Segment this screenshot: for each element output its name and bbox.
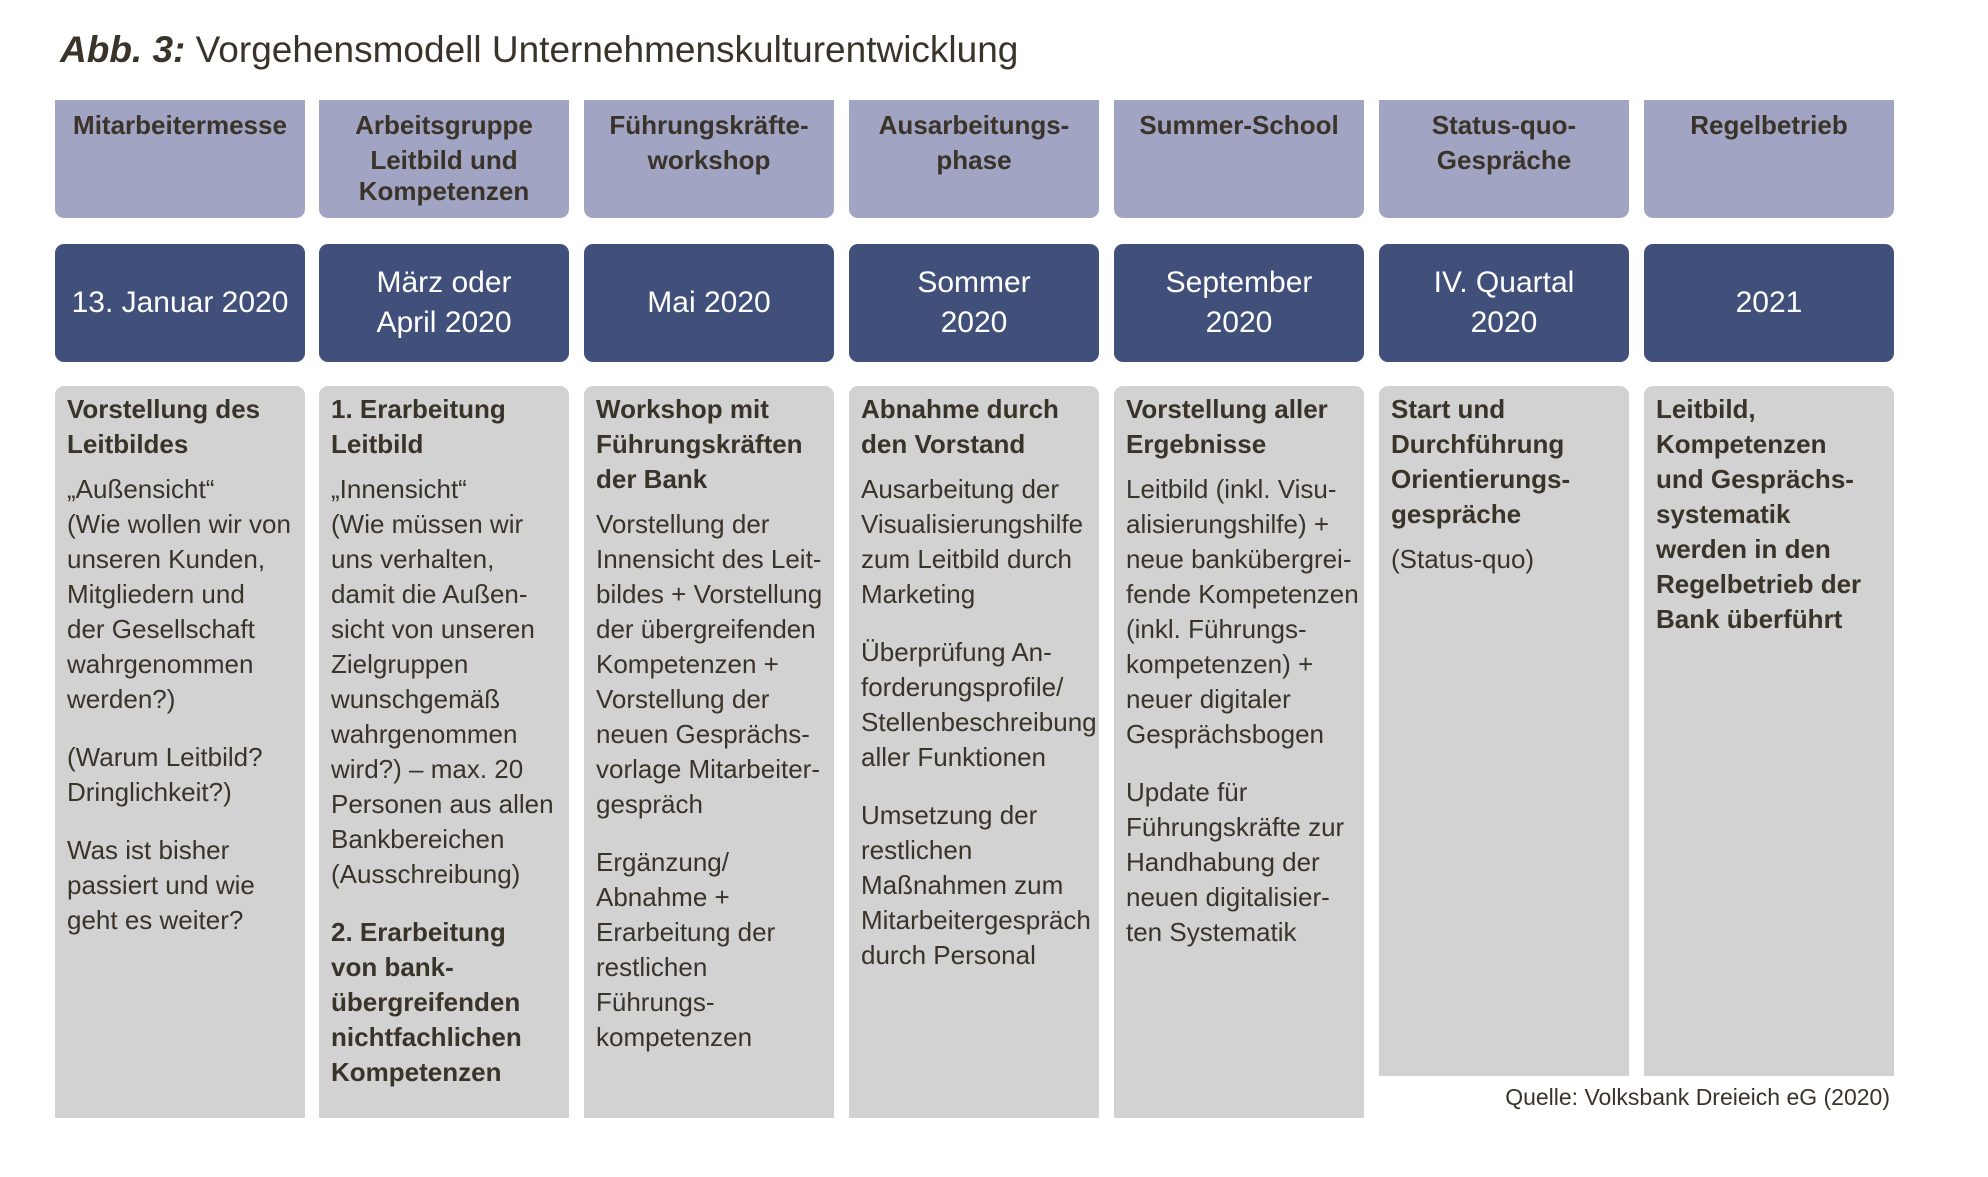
- description-paragraph: (Warum Leitbild? Dringlichkeit?): [67, 742, 263, 807]
- phase-header: [584, 100, 834, 218]
- figure-label: Abb. 3:: [60, 29, 186, 70]
- phase-title: Regelbetrieb: [1690, 110, 1848, 140]
- phase-column-regelbetrieb: [1644, 0, 1894, 1177]
- description-box: [1379, 386, 1629, 1076]
- phase-header: [1379, 100, 1629, 218]
- description-paragraph: Was ist bisher passiert und wie geht es weiter?: [67, 835, 255, 935]
- phase-header: [55, 100, 305, 218]
- description-paragraph: Überprüfung An- forderungsprofile/ Stellenbeschreibung aller Funktionen: [861, 637, 1097, 772]
- description-paragraph: Ausarbeitung der Visualisierungshilfe zum Leitbild durch Marketing: [861, 474, 1084, 609]
- description-paragraph: „Innensicht“ (Wie müssen wir uns verhalten, damit die Außen- sicht von unseren Zielgruppen wunschgemäß wahrgenommen wird?) – max. 20 Personen aus allen Bankbereichen (Ausschreibung): [331, 474, 554, 889]
- date-box: [319, 244, 569, 362]
- date-label: IV. Quartal 2020: [1433, 266, 1575, 339]
- description-heading: Vorstellung aller Ergebnisse: [1126, 394, 1328, 459]
- description-paragraph: Update für Führungskräfte zur Handhabung der neuen digitalisier- ten Systematik: [1126, 777, 1345, 947]
- description-heading-secondary: 2. Erarbeitung von bank- übergreifenden nichtfachlichen Kompetenzen: [331, 917, 522, 1087]
- description-paragraph: „Außensicht“ (Wie wollen wir von unseren Kunden, Mitgliedern und der Gesellschaft wahrgenommen werden?): [67, 474, 291, 714]
- phase-title: Mitarbeitermesse: [73, 110, 287, 140]
- date-box: [55, 244, 305, 362]
- phase-column-mitarbeitermesse: [55, 0, 305, 1177]
- date-label: Mai 2020: [647, 286, 771, 319]
- source-note: Quelle: Volksbank Dreieich eG (2020): [1505, 1084, 1890, 1110]
- description-paragraph: Umsetzung der restlichen Maßnahmen zum Mitarbeitergespräch durch Personal: [861, 800, 1091, 970]
- phase-column-summer-school: [1114, 0, 1364, 1177]
- description-paragraph: Leitbild (inkl. Visu- alisierungshilfe) + neue bankübergrei- fende Kompetenzen (inkl. Führungs- kompetenzen) + neuer digitaler Gesprächsbogen: [1126, 474, 1359, 749]
- phase-header: [1114, 100, 1364, 218]
- description-box: [1114, 386, 1364, 1118]
- description-heading: Workshop mit Führungskräften der Bank: [596, 394, 803, 494]
- phase-title: Führungskräfte- workshop: [609, 110, 809, 175]
- description-heading: 1. Erarbeitung Leitbild: [331, 394, 506, 459]
- description-paragraph: Ergänzung/ Abnahme + Erarbeitung der restlichen Führungs- kompetenzen: [596, 847, 776, 1052]
- figure-title-text: Vorgehensmodell Unternehmenskulturentwicklung: [195, 29, 1019, 70]
- description-paragraph: (Status-quo): [1391, 544, 1535, 574]
- description-heading: Abnahme durch den Vorstand: [861, 394, 1059, 459]
- phase-column-fuehrungskraefteworkshop: [584, 0, 834, 1177]
- phase-subtitle: Leitbild und Kompetenzen: [358, 145, 530, 206]
- description-box: [319, 386, 569, 1118]
- phase-title: Summer-School: [1139, 110, 1339, 140]
- description-heading: Vorstellung des Leitbildes: [67, 394, 261, 459]
- description-box: [1644, 386, 1894, 1076]
- phase-title: Arbeitsgruppe: [355, 110, 533, 140]
- description-heading: Start und Durchführung Orientierungs- gespräche: [1391, 394, 1571, 529]
- phase-header: [849, 100, 1099, 218]
- description-box: [849, 386, 1099, 1118]
- date-box: [1114, 244, 1364, 362]
- date-label: 2021: [1735, 286, 1803, 319]
- phase-column-arbeitsgruppe: [319, 0, 569, 1177]
- phase-column-status-quo-gespraeche: [1379, 0, 1629, 1177]
- date-label: September 2020: [1165, 266, 1313, 339]
- date-box: [849, 244, 1099, 362]
- description-box: [55, 386, 305, 1118]
- description-paragraph: Vorstellung der Innensicht des Leit- bildes + Vorstellung der übergreifenden Kompetenzen + Vorstellung der neuen Gesprächs- vorlage Mitarbeiter- gespräch: [596, 509, 823, 819]
- date-label: Sommer 2020: [917, 266, 1031, 339]
- description-heading: Leitbild, Kompetenzen und Gesprächs- systematik werden in den Regelbetrieb der Bank überführt: [1656, 394, 1862, 634]
- phase-header: [1644, 100, 1894, 218]
- phase-header: [319, 100, 569, 218]
- phase-title: Status-quo- Gespräche: [1431, 110, 1577, 175]
- description-box: [584, 386, 834, 1118]
- phase-title: Ausarbeitungs- phase: [878, 110, 1070, 175]
- phase-column-ausarbeitungsphase: [849, 0, 1099, 1177]
- date-label: März oder April 2020: [376, 266, 512, 339]
- date-label: 13. Januar 2020: [71, 286, 289, 319]
- date-box: [584, 244, 834, 362]
- date-box: [1379, 244, 1629, 362]
- date-box: [1644, 244, 1894, 362]
